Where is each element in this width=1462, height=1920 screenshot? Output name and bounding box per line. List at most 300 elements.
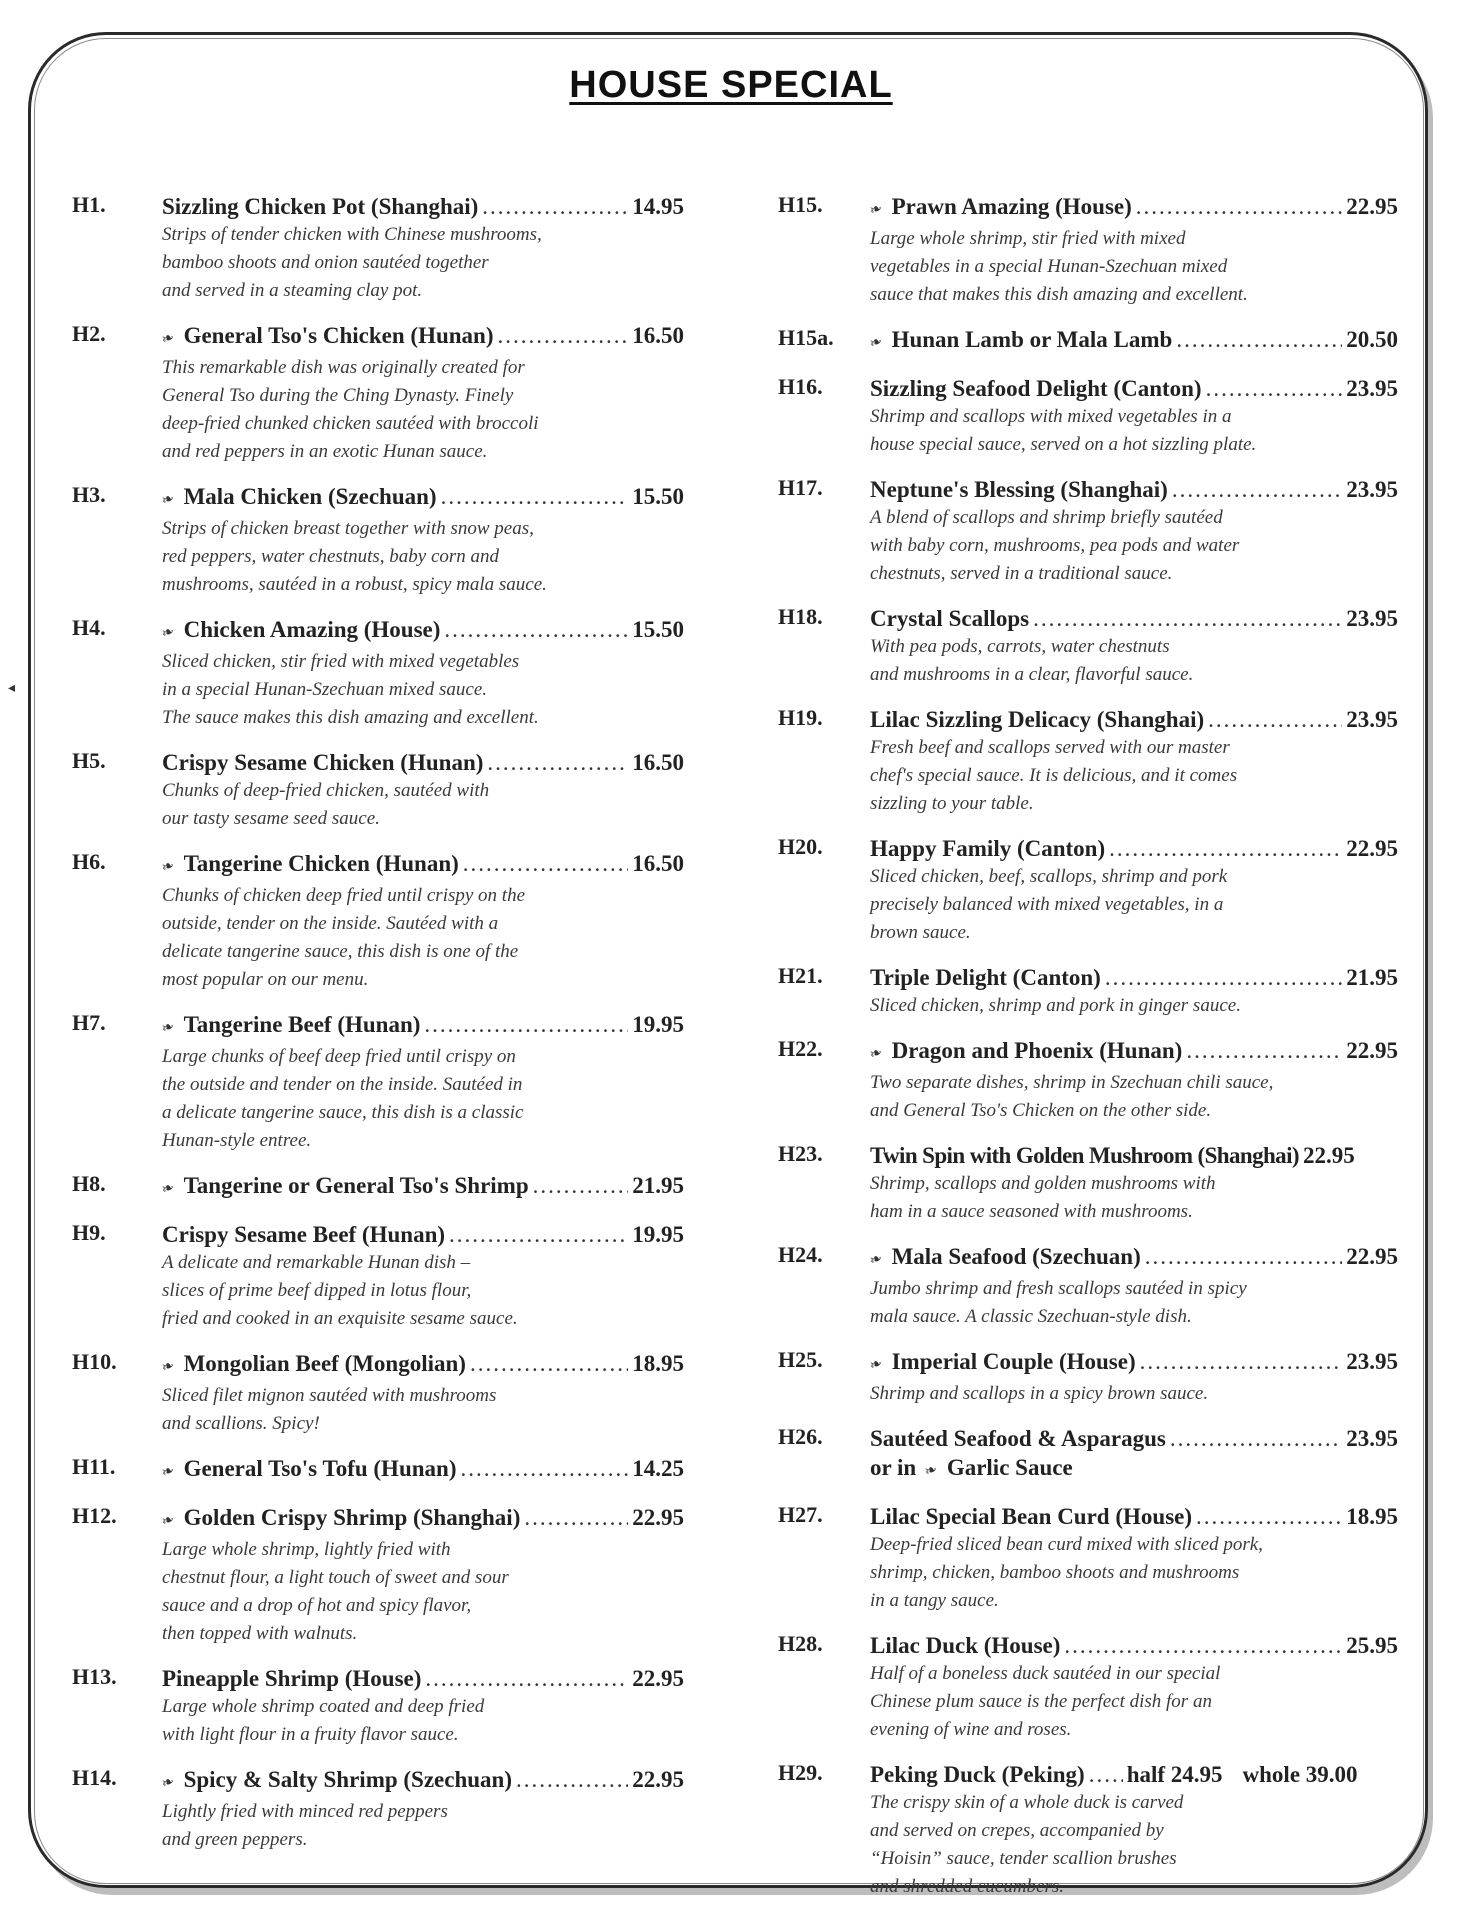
item-title-line (870, 963, 1398, 992)
item-price: 23.95 (1346, 1426, 1398, 1451)
item-title-line (870, 1502, 1398, 1531)
item-title-line (162, 748, 684, 777)
description-line: brown sauce. (870, 922, 971, 943)
description-line: red peppers, water chestnuts, baby corn and (162, 546, 500, 567)
item-name: Lilac Duck (House) (870, 1633, 1061, 1658)
item-code: H8. (72, 1171, 106, 1196)
leader-dots (1176, 325, 1342, 354)
item-code: H20. (778, 834, 823, 859)
item-title-line (867, 192, 1398, 225)
leader-dots (1089, 1760, 1123, 1789)
leader-dots (1170, 1424, 1342, 1453)
description-line: The crispy skin of a whole duck is carved (870, 1792, 1184, 1813)
item-body (159, 1503, 684, 1648)
item-title-line (870, 475, 1398, 504)
menu-item (72, 615, 684, 732)
description-line: sauce that makes this dish amazing and excellent. (870, 284, 1248, 305)
menu-item (72, 1220, 684, 1333)
leader-dots (1140, 1347, 1343, 1376)
item-code: H18. (778, 604, 823, 629)
item-name: General Tso's Chicken (Hunan) (183, 323, 494, 348)
leader-dots (524, 1503, 628, 1532)
item-code: H13. (72, 1664, 117, 1689)
description-line: in a tangy sauce. (870, 1590, 999, 1611)
item-name: Sizzling Chicken Pot (Shanghai) (162, 194, 479, 219)
item-price: 18.95 (632, 1351, 684, 1376)
item-price: 25.95 (1346, 1633, 1398, 1658)
item-name: Tangerine or General Tso's Shrimp (183, 1173, 529, 1198)
item-price: 18.95 (1346, 1504, 1398, 1529)
item-price: half 24.95 (1126, 1762, 1223, 1787)
item-price: 22.95 (1346, 1244, 1398, 1269)
menu-item (72, 1171, 684, 1204)
item-body (870, 604, 1398, 689)
description-line: slices of prime beef dipped in lotus flour, (162, 1280, 472, 1301)
item-name: Imperial Couple (House) (891, 1349, 1136, 1374)
item-body (162, 748, 684, 833)
item-price: 19.95 (632, 1012, 684, 1037)
description-line: Shrimp and scallops with mixed vegetables in a (870, 406, 1232, 427)
item-body (867, 1036, 1398, 1125)
spicy-pepper-icon: ❧ (867, 1250, 885, 1270)
item-name: Crispy Sesame Chicken (Hunan) (162, 750, 484, 775)
menu-item (72, 1010, 684, 1155)
item-description (162, 1536, 684, 1648)
description-line: Half of a boneless duck sautéed in our special (870, 1663, 1221, 1684)
spicy-pepper-icon: ❧ (159, 857, 177, 877)
item-code: H25. (778, 1347, 823, 1372)
spicy-pepper-icon: ❧ (159, 623, 177, 643)
description-line: With pea pods, carrots, water chestnuts (870, 636, 1170, 657)
item-description (162, 777, 684, 833)
menu-item (72, 1664, 684, 1749)
item-name: Crispy Sesame Beef (Hunan) (162, 1222, 446, 1247)
item-description (870, 1069, 1398, 1125)
spicy-pepper-icon: ❧ (159, 1179, 177, 1199)
description-line: A delicate and remarkable Hunan dish – (162, 1252, 471, 1273)
item-title-line (159, 615, 684, 648)
item-code: H11. (72, 1454, 116, 1479)
item-body (159, 1010, 684, 1155)
leader-dots (1172, 475, 1342, 504)
item-code: H28. (778, 1631, 823, 1656)
item-name: Prawn Amazing (House) (891, 194, 1132, 219)
item-name: Hunan Lamb or Mala Lamb (891, 327, 1173, 352)
description-line: Deep-fried sliced bean curd mixed with sliced pork, (870, 1534, 1263, 1555)
leader-dots (449, 1220, 628, 1249)
item-name: Mala Chicken (Szechuan) (183, 484, 437, 509)
item-description (162, 648, 684, 732)
item-body (159, 1349, 684, 1438)
item-code: H1. (72, 192, 106, 217)
item-title-line (867, 1036, 1398, 1069)
menu-item (72, 1454, 684, 1487)
menu-item (778, 1242, 1398, 1331)
item-name: Lilac Sizzling Delicacy (Shanghai) (870, 707, 1205, 732)
leader-dots (425, 1664, 628, 1693)
item-description (870, 1170, 1398, 1226)
description-line: sauce and a drop of hot and spicy flavor, (162, 1595, 472, 1616)
menu-item (72, 192, 684, 305)
item-body (162, 192, 684, 305)
description-line: chestnuts, served in a traditional sauce. (870, 563, 1173, 584)
item-body (870, 1502, 1398, 1615)
leader-dots (463, 849, 628, 878)
description-line: Lightly fried with minced red peppers (162, 1801, 448, 1822)
item-title-line (159, 1454, 684, 1487)
description-line: mala sauce. A classic Szechuan-style dish. (870, 1306, 1192, 1327)
description-line: Large whole shrimp, lightly fried with (162, 1539, 451, 1560)
item-body (159, 321, 684, 466)
leader-dots (516, 1765, 628, 1794)
item-title-line (870, 374, 1398, 403)
description-line: sizzling to your table. (870, 793, 1034, 814)
item-price: 22.95 (1302, 1143, 1355, 1168)
item-price: 23.95 (1346, 477, 1398, 502)
item-name: Tangerine Chicken (Hunan) (183, 851, 459, 876)
item-body (870, 374, 1398, 459)
spicy-pepper-icon: ❧ (159, 1462, 177, 1482)
item-code: H2. (72, 321, 106, 346)
description-line: outside, tender on the inside. Sautéed with a (162, 913, 499, 934)
description-line: mushrooms, sautéed in a robust, spicy mala sauce. (162, 574, 547, 595)
leader-dots (444, 615, 628, 644)
item-body (159, 1171, 684, 1204)
leader-dots (1145, 1242, 1343, 1271)
description-line: Large whole shrimp coated and deep fried (162, 1696, 485, 1717)
item-body (159, 1765, 684, 1854)
description-line: chef's special sauce. It is delicious, and it comes (870, 765, 1238, 786)
description-line: Sliced chicken, stir fried with mixed vegetables (162, 651, 520, 672)
menu-item (72, 321, 684, 466)
description-line: bamboo shoots and onion sautéed together (162, 252, 489, 273)
item-title-line (870, 1141, 1398, 1170)
item-price: 20.50 (1346, 327, 1398, 352)
item-price: 22.95 (632, 1767, 684, 1792)
item-code: H10. (72, 1349, 117, 1374)
description-line: deep-fried chunked chicken sautéed with broccoli (162, 413, 539, 434)
item-price: 22.95 (1346, 836, 1398, 861)
item-description (870, 734, 1398, 818)
description-line: and General Tso's Chicken on the other side. (870, 1100, 1212, 1121)
item-title-line (870, 604, 1398, 633)
spicy-pepper-icon: ❧ (867, 200, 885, 220)
item-code: H16. (778, 374, 823, 399)
menu-item (778, 705, 1398, 818)
description-line: and green peppers. (162, 1829, 308, 1850)
item-price: 21.95 (632, 1173, 684, 1198)
description-line: vegetables in a special Hunan-Szechuan mixed (870, 256, 1228, 277)
description-line: The sauce makes this dish amazing and excellent. (162, 707, 539, 728)
item-name: General Tso's Tofu (Hunan) (183, 1456, 457, 1481)
item-price: 14.25 (632, 1456, 684, 1481)
item-description (162, 1249, 684, 1333)
item-price: 22.95 (632, 1505, 684, 1530)
item-body (870, 1424, 1398, 1486)
item-title-line (867, 325, 1398, 358)
item-description (162, 221, 684, 305)
item-price: 16.50 (632, 323, 684, 348)
item-sauce-option (870, 1453, 1398, 1486)
item-description (162, 515, 684, 599)
item-price: 22.95 (1346, 194, 1398, 219)
item-price: 14.95 (632, 194, 684, 219)
item-body (867, 192, 1398, 309)
item-price-whole: whole 39.00 (1242, 1762, 1358, 1787)
item-code: H23. (778, 1141, 823, 1166)
item-title-line (159, 321, 684, 354)
menu-item (778, 1141, 1398, 1226)
description-line: and served on crepes, accompanied by (870, 1820, 1164, 1841)
description-line: and served in a steaming clay pot. (162, 280, 423, 301)
menu-item (778, 604, 1398, 689)
menu-item (778, 192, 1398, 309)
item-name: Chicken Amazing (House) (183, 617, 441, 642)
item-body (867, 1347, 1398, 1408)
spicy-pepper-icon: ❧ (867, 1044, 885, 1064)
menu-item (778, 1347, 1398, 1408)
item-description (162, 1043, 684, 1155)
item-title-line (870, 1424, 1398, 1453)
item-code: H15a. (778, 325, 834, 350)
item-name: Mongolian Beef (Mongolian) (183, 1351, 466, 1376)
spicy-pepper-icon: ❧ (159, 490, 177, 510)
item-body (870, 705, 1398, 818)
item-price: 16.50 (632, 851, 684, 876)
spicy-pepper-icon: ❧ (159, 329, 177, 349)
description-line: A blend of scallops and shrimp briefly sautéed (870, 507, 1223, 528)
item-price: 19.95 (632, 1222, 684, 1247)
item-name: Lilac Special Bean Curd (House) (870, 1504, 1193, 1529)
item-title-line (870, 1631, 1398, 1660)
menu-item (778, 1502, 1398, 1615)
item-code: H29. (778, 1760, 823, 1785)
item-price: 16.50 (632, 750, 684, 775)
spicy-pepper-icon: ❧ (159, 1773, 177, 1793)
item-code: H22. (778, 1036, 823, 1061)
item-description (870, 1660, 1398, 1744)
item-title-line (159, 849, 684, 882)
description-line: chestnut flour, a light touch of sweet and sour (162, 1567, 509, 1588)
item-name: Pineapple Shrimp (House) (162, 1666, 422, 1691)
item-title-line (159, 1503, 684, 1536)
leader-dots (498, 321, 629, 350)
item-body (870, 1631, 1398, 1744)
item-title-line (162, 192, 684, 221)
description-line: Fresh beef and scallops served with our master (870, 737, 1230, 758)
leader-dots (1109, 834, 1342, 863)
item-price: 22.95 (1346, 1038, 1398, 1063)
spicy-pepper-icon: ❧ (867, 333, 885, 353)
item-title-line (870, 834, 1398, 863)
description-line: fried and cooked in an exquisite sesame sauce. (162, 1308, 518, 1329)
menu-item (778, 1760, 1398, 1901)
menu-item (72, 1765, 684, 1854)
leader-dots (1196, 1502, 1342, 1531)
description-line: with baby corn, mushrooms, pea pods and water (870, 535, 1240, 556)
leader-dots (1105, 963, 1342, 992)
item-code: H21. (778, 963, 823, 988)
leader-dots (1208, 705, 1342, 734)
item-price: 23.95 (1346, 376, 1398, 401)
menu-item (778, 475, 1398, 588)
description-line: Sliced chicken, beef, scallops, shrimp and pork (870, 866, 1228, 887)
page-title: HOUSE SPECIAL (569, 64, 893, 106)
item-description (162, 1693, 684, 1749)
item-code: H7. (72, 1010, 106, 1035)
item-body (867, 1242, 1398, 1331)
description-line: and red peppers in an exotic Hunan sauce. (162, 441, 488, 462)
menu-column-left (72, 192, 684, 1870)
menu-item (778, 1631, 1398, 1744)
item-body (870, 963, 1398, 1020)
item-name: Mala Seafood (Szechuan) (891, 1244, 1141, 1269)
item-price: 15.50 (632, 617, 684, 642)
item-name: Twin Spin with Golden Mushroom (Shanghai) (870, 1143, 1299, 1168)
item-body (162, 1664, 684, 1749)
item-price: 23.95 (1346, 606, 1398, 631)
item-body (867, 325, 1398, 358)
margin-mark-icon: ◂ (8, 681, 16, 696)
item-title-line (159, 482, 684, 515)
item-body (159, 615, 684, 732)
description-line: General Tso during the Ching Dynasty. Finely (162, 385, 514, 406)
description-line: “Hoisin” sauce, tender scallion brushes (870, 1848, 1177, 1869)
description-line: a delicate tangerine sauce, this dish is a classic (162, 1102, 524, 1123)
item-code: H17. (778, 475, 823, 500)
item-description (162, 1382, 684, 1438)
description-line: Shrimp and scallops in a spicy brown sauce. (870, 1383, 1209, 1404)
item-name: Golden Crispy Shrimp (Shanghai) (183, 1505, 521, 1530)
item-title-line (159, 1349, 684, 1382)
item-body (870, 1760, 1398, 1901)
description-line: Large whole shrimp, stir fried with mixed (870, 228, 1186, 249)
item-name: Sizzling Seafood Delight (Canton) (870, 376, 1202, 401)
item-code: H27. (778, 1502, 823, 1527)
item-description (870, 1275, 1398, 1331)
menu-item (72, 1503, 684, 1648)
menu-item (72, 849, 684, 994)
description-line: Chinese plum sauce is the perfect dish for an (870, 1691, 1212, 1712)
item-price: 15.50 (632, 484, 684, 509)
leader-dots (487, 748, 628, 777)
spicy-pepper-icon: ❧ (922, 1461, 940, 1481)
leader-dots (460, 1454, 628, 1483)
item-price: 21.95 (1346, 965, 1398, 990)
item-description (870, 403, 1398, 459)
item-code: H12. (72, 1503, 117, 1528)
item-description (870, 225, 1398, 309)
item-name: Crystal Scallops (870, 606, 1030, 631)
item-code: H9. (72, 1220, 106, 1245)
menu-item (778, 1424, 1398, 1486)
description-line: Sliced chicken, shrimp and pork in ginger sauce. (870, 995, 1241, 1016)
item-name: Sautéed Seafood & Asparagus (870, 1426, 1166, 1451)
item-body (870, 1141, 1398, 1226)
item-title-line (162, 1220, 684, 1249)
description-line: precisely balanced with mixed vegetables, in a (870, 894, 1224, 915)
item-code: H19. (778, 705, 823, 730)
item-title-line (870, 1760, 1398, 1789)
menu-item (778, 325, 1398, 358)
description-line: Strips of chicken breast together with snow peas, (162, 518, 534, 539)
spicy-pepper-icon: ❧ (867, 1355, 885, 1375)
description-line: evening of wine and roses. (870, 1719, 1072, 1740)
item-name: Spicy & Salty Shrimp (Szechuan) (183, 1767, 513, 1792)
item-code: H24. (778, 1242, 823, 1267)
item-code: H5. (72, 748, 106, 773)
description-line: Jumbo shrimp and fresh scallops sautéed in spicy (870, 1278, 1247, 1299)
sauce-option-prefix: or in (870, 1455, 917, 1480)
item-description (870, 1380, 1398, 1408)
description-line: Shrimp, scallops and golden mushrooms with (870, 1173, 1216, 1194)
item-description (870, 1531, 1398, 1615)
leader-dots (470, 1349, 628, 1378)
item-code: H14. (72, 1765, 117, 1790)
leader-dots (1033, 604, 1342, 633)
item-title-line (159, 1010, 684, 1043)
item-title-line (162, 1664, 684, 1693)
item-name: Peking Duck (Peking) (870, 1762, 1085, 1787)
description-line: in a special Hunan-Szechuan mixed sauce. (162, 679, 488, 700)
description-line: with light flour in a fruity flavor sauce. (162, 1724, 459, 1745)
item-code: H4. (72, 615, 106, 640)
item-price: 23.95 (1346, 707, 1398, 732)
item-description (870, 992, 1398, 1020)
item-title-line (867, 1347, 1398, 1380)
description-line: most popular on our menu. (162, 969, 369, 990)
description-line: ham in a sauce seasoned with mushrooms. (870, 1201, 1193, 1222)
leader-dots (533, 1171, 629, 1200)
description-line: the outside and tender on the inside. Sautéed in (162, 1074, 523, 1095)
item-description (870, 863, 1398, 947)
description-line: Strips of tender chicken with Chinese mushrooms, (162, 224, 542, 245)
menu-item (778, 834, 1398, 947)
leader-dots (482, 192, 628, 221)
leader-dots (441, 482, 629, 511)
item-title-line (159, 1171, 684, 1204)
description-line: and mushrooms in a clear, flavorful sauce. (870, 664, 1194, 685)
item-description (870, 633, 1398, 689)
item-code: H6. (72, 849, 106, 874)
leader-dots (424, 1010, 628, 1039)
item-title-line (159, 1765, 684, 1798)
item-description (162, 354, 684, 466)
item-price: 23.95 (1346, 1349, 1398, 1374)
item-name: Dragon and Phoenix (Hunan) (891, 1038, 1183, 1063)
description-line: shrimp, chicken, bamboo shoots and mushrooms (870, 1562, 1240, 1583)
spicy-pepper-icon: ❧ (159, 1511, 177, 1531)
item-code: H3. (72, 482, 106, 507)
item-code: H15. (778, 192, 823, 217)
item-description (162, 1798, 684, 1854)
sauce-option-name: Garlic Sauce (946, 1455, 1073, 1480)
item-body (159, 849, 684, 994)
description-line: and shredded cucumbers. (870, 1876, 1065, 1897)
description-line: Two separate dishes, shrimp in Szechuan chili sauce, (870, 1072, 1274, 1093)
item-description (162, 882, 684, 994)
item-code: H26. (778, 1424, 823, 1449)
menu-item (778, 1036, 1398, 1125)
description-line: then topped with walnuts. (162, 1623, 358, 1644)
item-body (159, 482, 684, 599)
leader-dots (1206, 374, 1343, 403)
menu-column-right (778, 192, 1398, 1917)
description-line: This remarkable dish was originally created for (162, 357, 525, 378)
menu-item (72, 748, 684, 833)
item-body (159, 1454, 684, 1487)
item-body (870, 475, 1398, 588)
